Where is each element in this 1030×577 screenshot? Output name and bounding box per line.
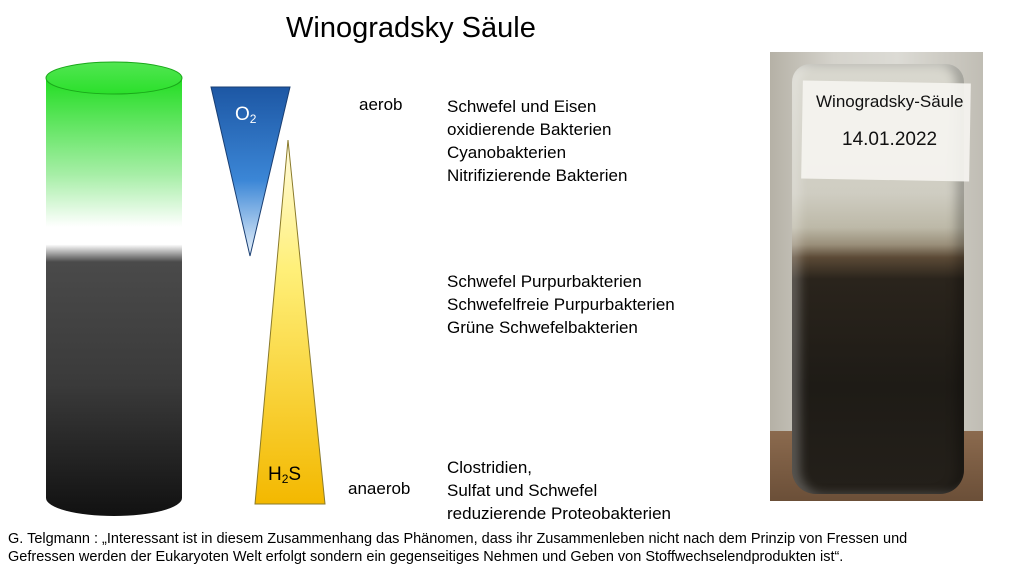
page-title: Winogradsky Säule xyxy=(286,12,536,44)
hydrogen-sulfide-gradient-triangle xyxy=(252,138,328,508)
bacteria-line: Grüne Schwefelbakterien xyxy=(447,318,638,337)
quote-line-1: G. Telgmann : „Interessant ist in diesem Zusammenhang das Phänomen, dass ihr Zusammenleben nicht nach dem Prinzip von Fressen und xyxy=(8,531,908,547)
bacteria-line: Schwefel und Eisen xyxy=(447,97,597,116)
bacteria-line: Cyanobakterien xyxy=(447,143,567,162)
bacteria-group-anaerob xyxy=(447,456,671,525)
bacteria-line: reduzierende Proteobakterien xyxy=(447,504,671,523)
bacteria-group-middle xyxy=(447,270,675,339)
zone-anaerob: anaerob xyxy=(348,479,411,498)
photo-label-title: Winogradsky-Säule xyxy=(816,92,964,111)
column-top-cap xyxy=(46,62,182,94)
o2-label: $O_2$ xyxy=(235,104,257,126)
column-body xyxy=(46,78,182,516)
bacteria-line: Schwefel Purpurbakterien xyxy=(447,272,642,291)
zone-aerob: aerob xyxy=(359,95,403,114)
winogradsky-column-diagram xyxy=(44,60,184,520)
h2s-label: $H_2S$ xyxy=(268,464,302,486)
citation-quote xyxy=(8,530,1018,566)
bacteria-line: Clostridien, xyxy=(447,458,533,477)
bacteria-group-aerob xyxy=(447,95,627,187)
bacteria-line: Schwefelfreie Purpurbakterien xyxy=(447,295,675,314)
bacteria-line: Nitrifizierende Bakterien xyxy=(447,166,628,185)
bacteria-line: oxidierende Bakterien xyxy=(447,120,612,139)
photo-label-date: 14.01.2022 xyxy=(842,129,938,150)
bacteria-line: Sulfat und Schwefel xyxy=(447,481,598,500)
column-photo xyxy=(770,52,983,501)
quote-line-2: Gefressen werden der Eukaryoten Welt erfolgt sondern ein gegenseitiges Nehmen und Geben von Stoffwechselendprodukten ist“. xyxy=(8,549,844,565)
